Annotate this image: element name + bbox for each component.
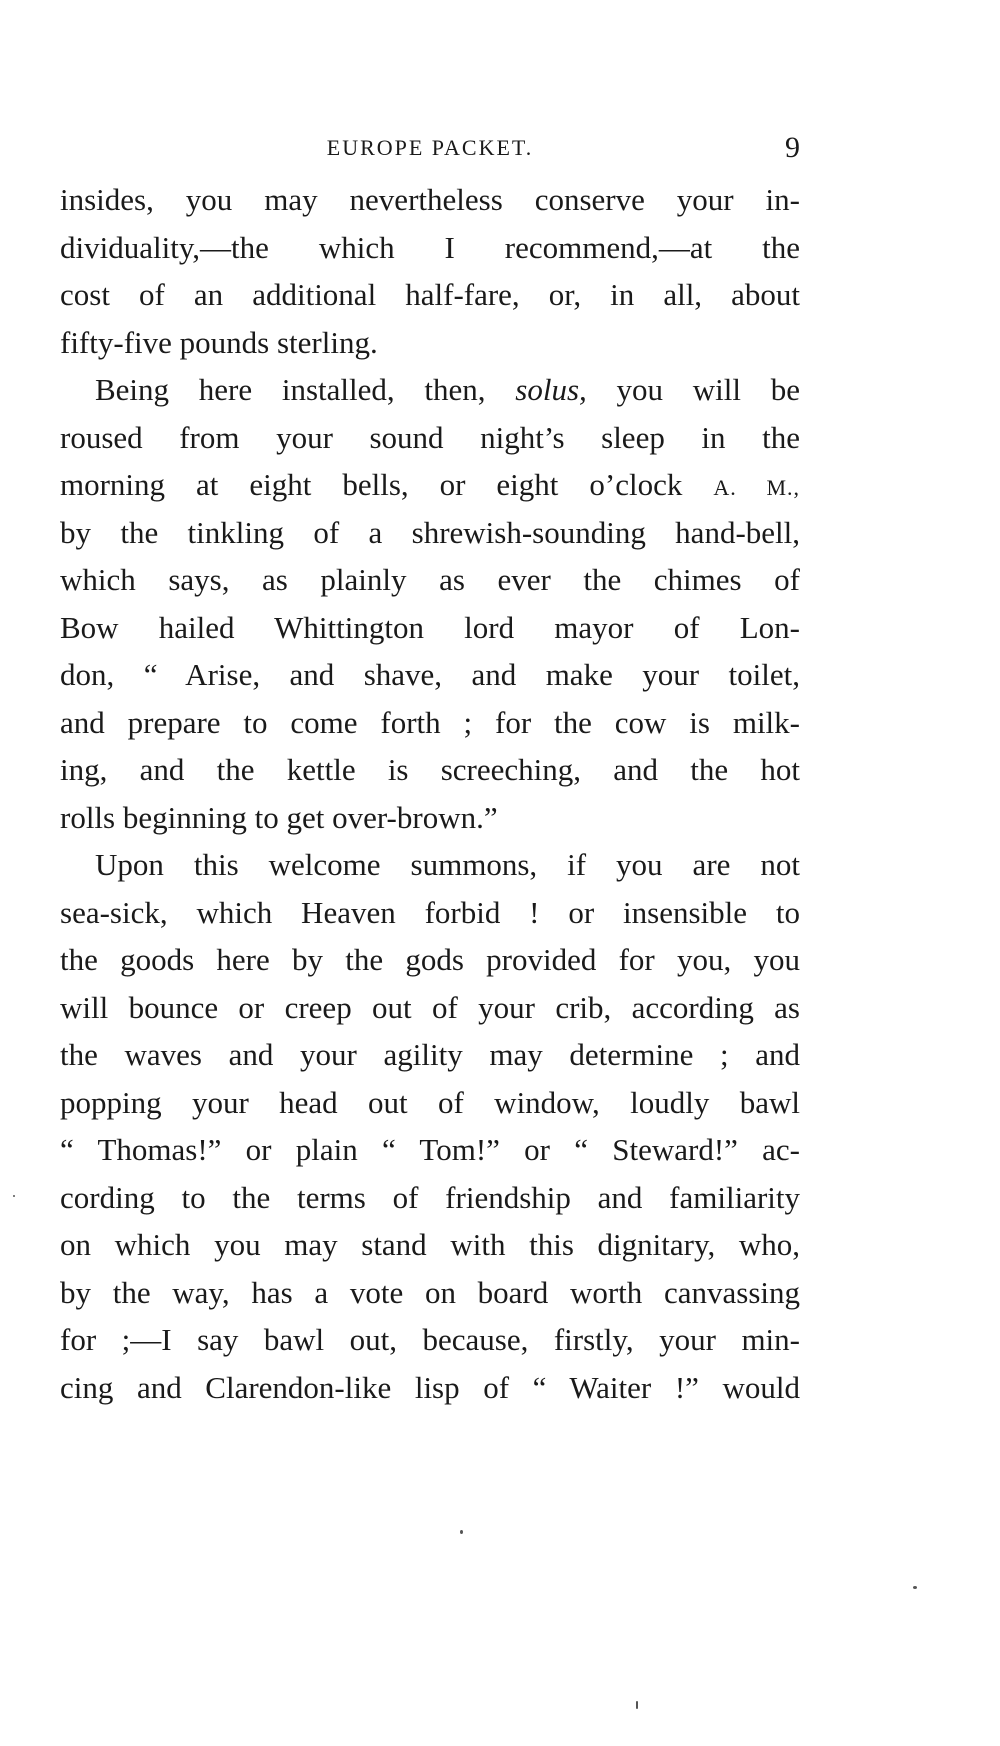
text-line: which says, as plainly as ever the chimes of bbox=[60, 562, 800, 597]
text-line: by the way, has a vote on board worth canvassing bbox=[60, 1274, 800, 1310]
body-text bbox=[60, 176, 800, 1411]
text-line: dividuality,—the which I recommend,—at the bbox=[60, 229, 800, 265]
text-line: by the tinkling of a shrewish-sounding hand-bell, bbox=[60, 514, 800, 550]
text-line: insides, you may nevertheless conserve your in- bbox=[60, 182, 800, 217]
text-line: cost of an additional half-fare, or, in all, about bbox=[60, 277, 800, 312]
small-caps-abbreviation: A. M., bbox=[713, 475, 801, 500]
italic-word: solus, bbox=[515, 372, 587, 407]
scan-speck bbox=[913, 1586, 917, 1589]
text-line: on which you may stand with this dignitary, who, bbox=[60, 1227, 800, 1262]
text-line: the goods here by the gods provided for you, you bbox=[60, 942, 800, 977]
text-line: roused from your sound night’s sleep in the bbox=[60, 419, 800, 455]
scan-speck bbox=[460, 1530, 463, 1534]
text-line: Upon this welcome summons, if you are not bbox=[95, 847, 800, 882]
text-line: popping your head out of window, loudly bawl bbox=[60, 1084, 800, 1120]
text-line: Bow hailed Whittington lord mayor of Lon- bbox=[60, 609, 800, 645]
text-line: cording to the terms of friendship and familiarity bbox=[60, 1179, 800, 1215]
text-line: don, “ Arise, and shave, and make your toilet, bbox=[60, 657, 800, 692]
text-segment: morning at eight bells, or eight o’clock bbox=[60, 467, 714, 502]
text-segment: Being here installed, then, bbox=[95, 372, 516, 407]
text-line: cing and Clarendon-like lisp of “ Waiter !” would bbox=[60, 1369, 800, 1405]
page-number: 9 bbox=[785, 131, 800, 164]
text-line: the waves and your agility may determine ; and bbox=[60, 1037, 800, 1072]
text-line: and prepare to come forth ; for the cow is milk- bbox=[60, 704, 800, 740]
text-line: sea-sick, which Heaven forbid ! or insensible to bbox=[60, 894, 800, 930]
text-line: fifty-five pounds sterling. bbox=[60, 324, 378, 360]
text-line: for ;—I say bawl out, because, firstly, your min- bbox=[60, 1322, 800, 1357]
text-line: will bounce or creep out of your crib, according as bbox=[60, 989, 800, 1025]
scan-speck bbox=[13, 1195, 15, 1197]
text-line: “ Thomas!” or plain “ Tom!” or “ Steward!” ac- bbox=[60, 1132, 800, 1167]
running-head bbox=[60, 128, 800, 168]
text-line bbox=[60, 366, 800, 414]
running-title: EUROPE PACKET. bbox=[326, 135, 534, 160]
scan-speck bbox=[636, 1701, 638, 1709]
text-line: rolls beginning to get over-brown.” bbox=[60, 799, 498, 835]
text-segment: you will be bbox=[586, 372, 800, 407]
text-line bbox=[60, 461, 800, 509]
text-line: ing, and the kettle is screeching, and the hot bbox=[60, 752, 800, 787]
